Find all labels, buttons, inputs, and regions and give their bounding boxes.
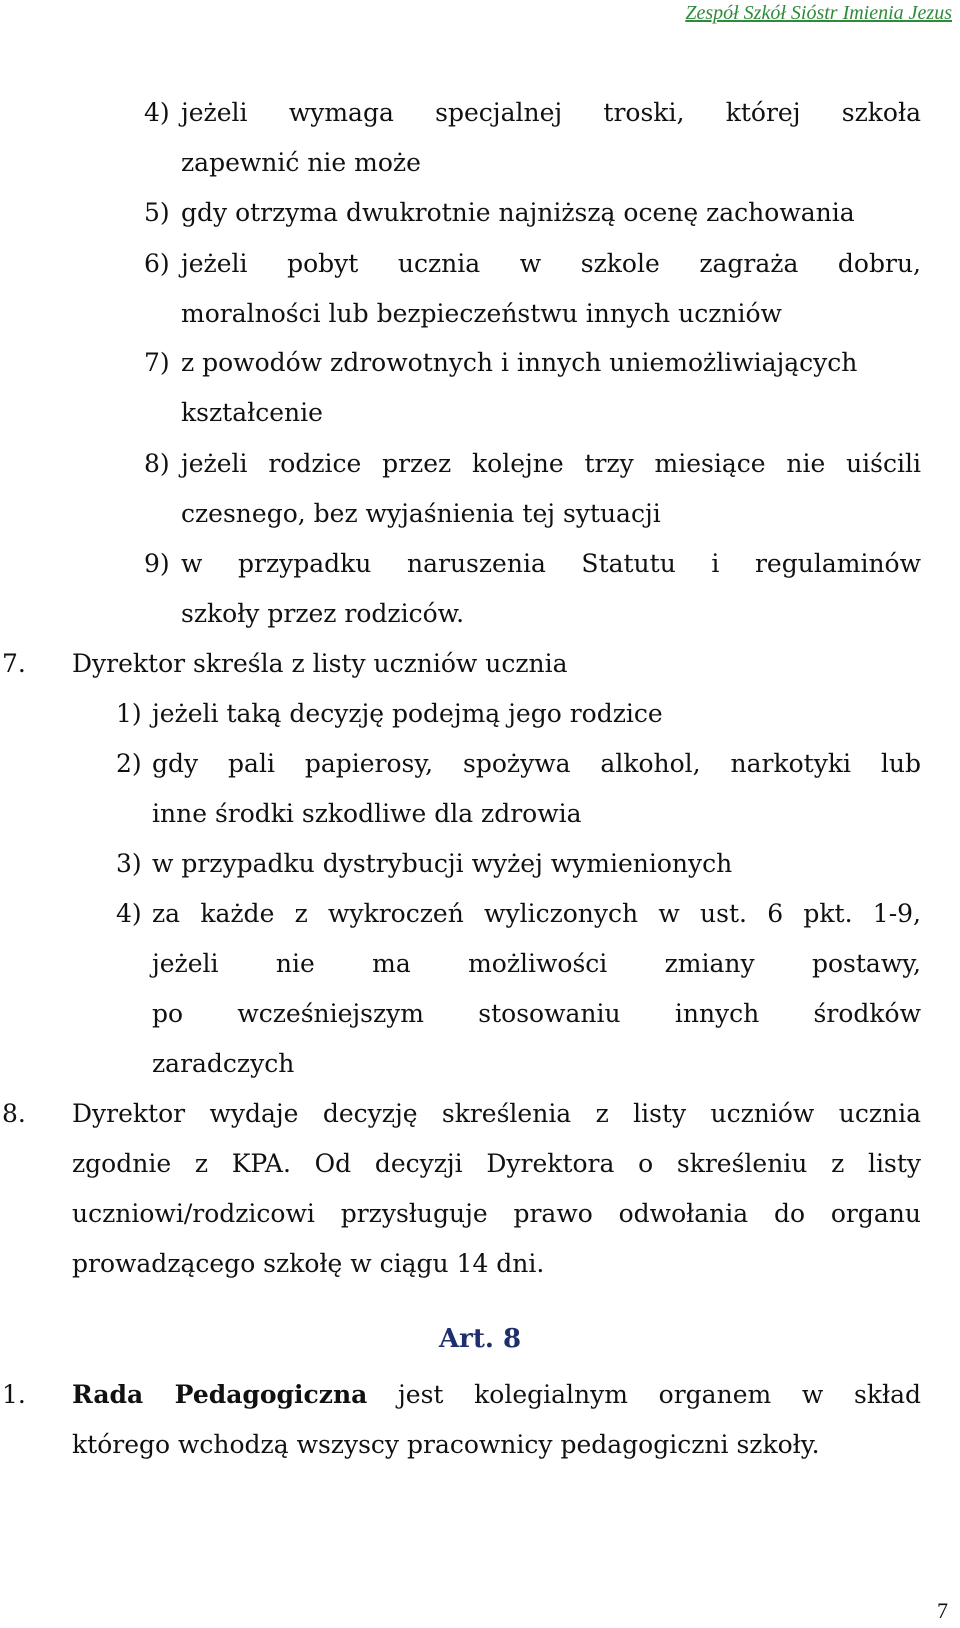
point-text: uczniowi/rodzicowi przysługuje prawo odwołania do organu [72,1199,921,1228]
list-item-number: 7) [144,348,170,377]
list-item-text: w przypadku dystrybucji wyżej wymienionych [152,849,733,878]
list-item-text: w przypadku naruszenia Statutu i regulaminów [181,549,921,578]
point-text: którego wchodzą wszyscy pracownicy pedagogiczni szkoły. [72,1430,820,1459]
list-item-text: jeżeli taką decyzję podejmą jego rodzice [152,699,663,728]
list-item-number: 2) [116,749,142,778]
list-item-number: 4) [144,98,170,127]
list-item-text: zapewnić nie może [181,148,421,177]
list-item-text: jeżeli wymaga specjalnej troski, której szkoła [181,98,921,127]
list-item-number: 1) [116,699,142,728]
point-text-rest: jest kolegialnym organem w skład [398,1380,921,1409]
point-text: prowadzącego szkołę w ciągu 14 dni. [72,1249,545,1278]
list-item-text: z powodów zdrowotnych i innych uniemożliwiających [181,348,858,377]
list-item-text: zaradczych [152,1049,295,1078]
list-item-text: moralności lub bezpieczeństwu innych uczniów [181,299,782,328]
list-item-text: szkoły przez rodziców. [181,599,465,628]
document-header: Zespół Szkół Sióstr Imienia Jezus [685,2,952,24]
list-item-text: po wcześniejszym stosowaniu innych środków [152,999,921,1028]
list-item-text: czesnego, bez wyjaśnienia tej sytuacji [181,499,661,528]
list-item-number: 4) [116,899,142,928]
point-number: 8. [2,1099,26,1128]
list-item-text: gdy pali papierosy, spożywa alkohol, narkotyki lub [152,749,921,778]
list-item-number: 6) [144,249,170,278]
list-item-text: gdy otrzyma dwukrotnie najniższą ocenę zachowania [181,198,855,227]
list-item-text: inne środki szkodliwe dla zdrowia [152,799,582,828]
list-item-text: jeżeli pobyt ucznia w szkole zagraża dobru, [181,249,921,278]
point-text [72,1378,921,1412]
point-text: zgodnie z KPA. Od decyzji Dyrektora o skreśleniu z listy [72,1149,921,1178]
point-text: Dyrektor skreśla z listy uczniów ucznia [72,649,568,678]
list-item-number: 3) [116,849,142,878]
point-number: 7. [2,649,26,678]
list-item-text: za każde z wykroczeń wyliczonych w ust. 6 pkt. 1-9, [152,899,921,928]
list-item-text: jeżeli rodzice przez kolejne trzy miesiące nie uiścili [181,449,921,478]
point-text: Dyrektor wydaje decyzję skreślenia z listy uczniów ucznia [72,1099,921,1128]
list-item-text: jeżeli nie ma możliwości zmiany postawy, [152,949,921,978]
article-heading: Art. 8 [438,1324,522,1354]
list-item-number: 5) [144,198,170,227]
bold-term: Rada Pedagogiczna [72,1380,368,1409]
list-item-number: 9) [144,549,170,578]
list-item-text: kształcenie [181,398,323,427]
point-number: 1. [2,1380,26,1409]
list-item-number: 8) [144,449,170,478]
page-number: 7 [937,1598,948,1623]
